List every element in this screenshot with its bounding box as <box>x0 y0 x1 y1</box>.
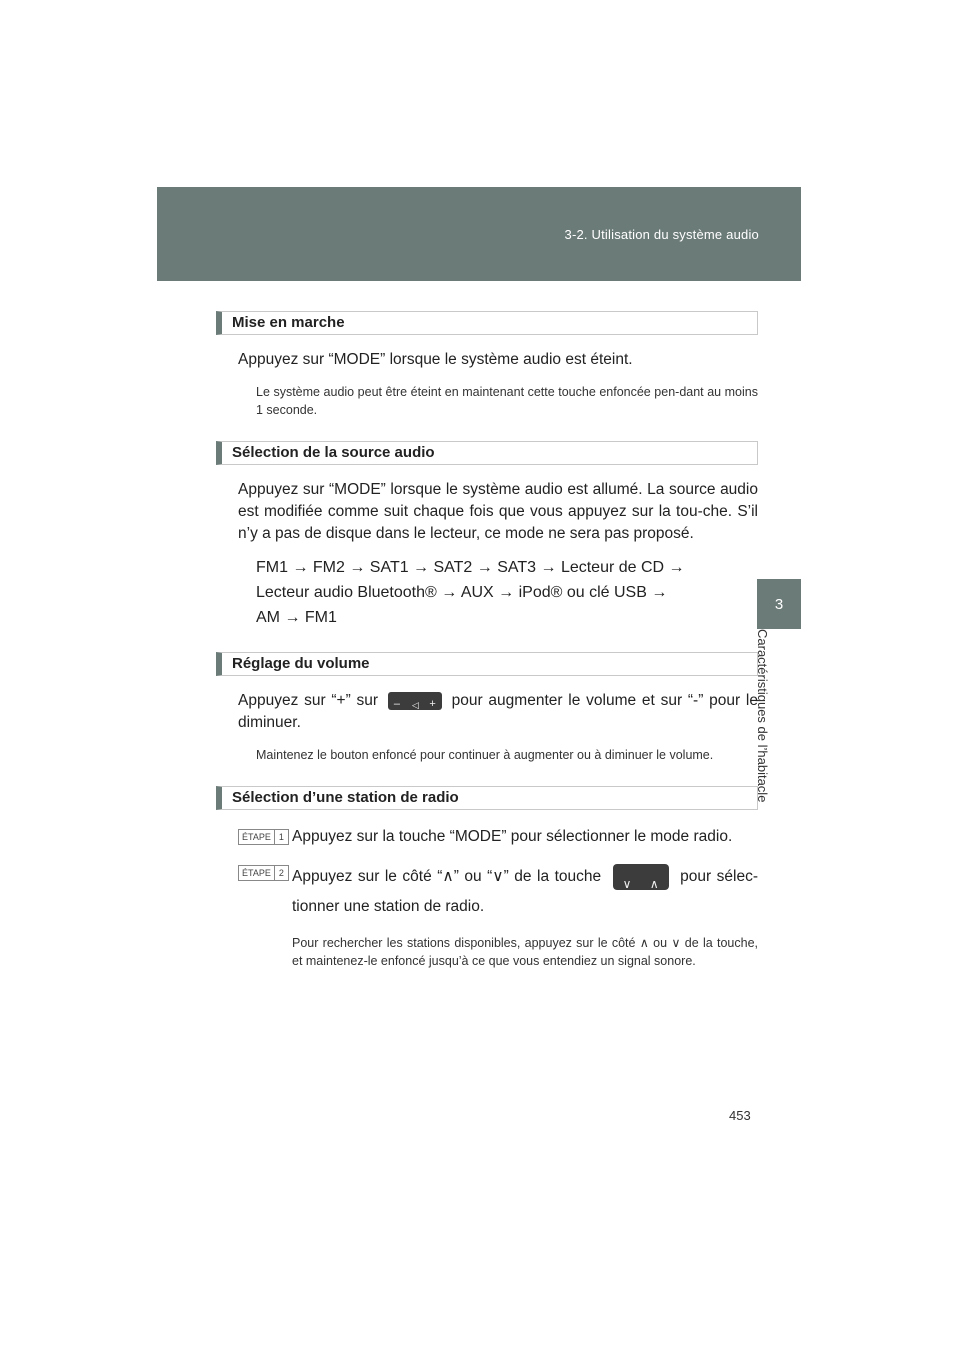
chapter-side-label: Caractéristiques de l’habitacle <box>755 629 770 803</box>
source-sequence-line: FM1 → FM2 → SAT1 → SAT2 → SAT3 → Lecteur de CD → <box>256 559 685 576</box>
chevron-up-icon: ∧ <box>649 876 659 891</box>
section-body-source: Appuyez sur “MODE” lorsque le système audio est allumé. La source audio est modifiée comme suit chaque fois que vous appuyez sur la tou-che. S’il n’y a pas de disque dans le lecteur, ce mode ne sera pas proposé. <box>238 481 758 542</box>
minus-icon: – <box>393 697 400 710</box>
section-note-volume: Maintenez le bouton enfoncé pour continuer à augmenter ou à diminuer le volume. <box>256 748 714 762</box>
step-badge <box>238 865 289 881</box>
step-text: Appuyez sur la touche “MODE” pour sélectionner le mode radio. <box>292 828 733 845</box>
volume-text-after: pour augmenter le volume et sur “-” pour le diminuer. <box>238 692 758 731</box>
chapter-side-tab <box>757 629 801 829</box>
section-note-power: Le système audio peut être éteint en maintenant cette touche enfoncée pen-dant au moins 1 seconde. <box>256 385 758 417</box>
page-number: 453 <box>729 1108 751 1123</box>
step-badge-label: ÉTAPE <box>239 866 275 880</box>
step-text <box>292 862 758 922</box>
step-note: Pour rechercher les stations disponibles, appuyez sur le côté ∧ ou ∨ de la touche, et maintenez-le enfoncé jusqu’à ce que vous entendiez un signal sonore. <box>292 936 758 968</box>
chapter-number-tab: 3 <box>757 579 801 629</box>
step-badge-number: 1 <box>278 832 284 842</box>
section-title-source: Sélection de la source audio <box>216 441 758 465</box>
section-title-radio: Sélection d’une station de radio <box>216 786 758 810</box>
section-body-volume <box>238 690 758 734</box>
volume-text-before: Appuyez sur “+” sur <box>238 692 379 709</box>
source-sequence-line: AM → FM1 <box>256 609 337 626</box>
source-sequence-line: Lecteur audio Bluetooth® → AUX → iPod® ou clé USB → <box>256 584 668 601</box>
step-badge-number: 2 <box>278 868 284 878</box>
source-sequence <box>256 555 758 630</box>
page-content <box>216 311 758 970</box>
plus-icon: + <box>429 697 436 710</box>
step-badge-label: ÉTAPE <box>239 830 275 844</box>
header-band <box>157 187 801 281</box>
chevron-down-icon: ∨ <box>622 876 632 891</box>
section-body-power: Appuyez sur “MODE” lorsque le système audio est éteint. <box>238 351 633 368</box>
volume-button-icon <box>388 692 442 710</box>
speaker-icon: ◁ <box>411 699 419 710</box>
step-text-after: pour sélec-tionner une station de radio. <box>292 868 758 915</box>
step-badge <box>238 829 289 845</box>
step-text-before: Appuyez sur le côté “∧” ou “∨” de la touche <box>292 868 602 885</box>
section-title-power: Mise en marche <box>216 311 758 335</box>
step-2 <box>238 862 758 970</box>
seek-button-icon <box>613 864 669 890</box>
chapter-title: 3-2. Utilisation du système audio <box>564 227 759 242</box>
section-title-volume: Réglage du volume <box>216 652 758 676</box>
step-1 <box>238 826 758 848</box>
